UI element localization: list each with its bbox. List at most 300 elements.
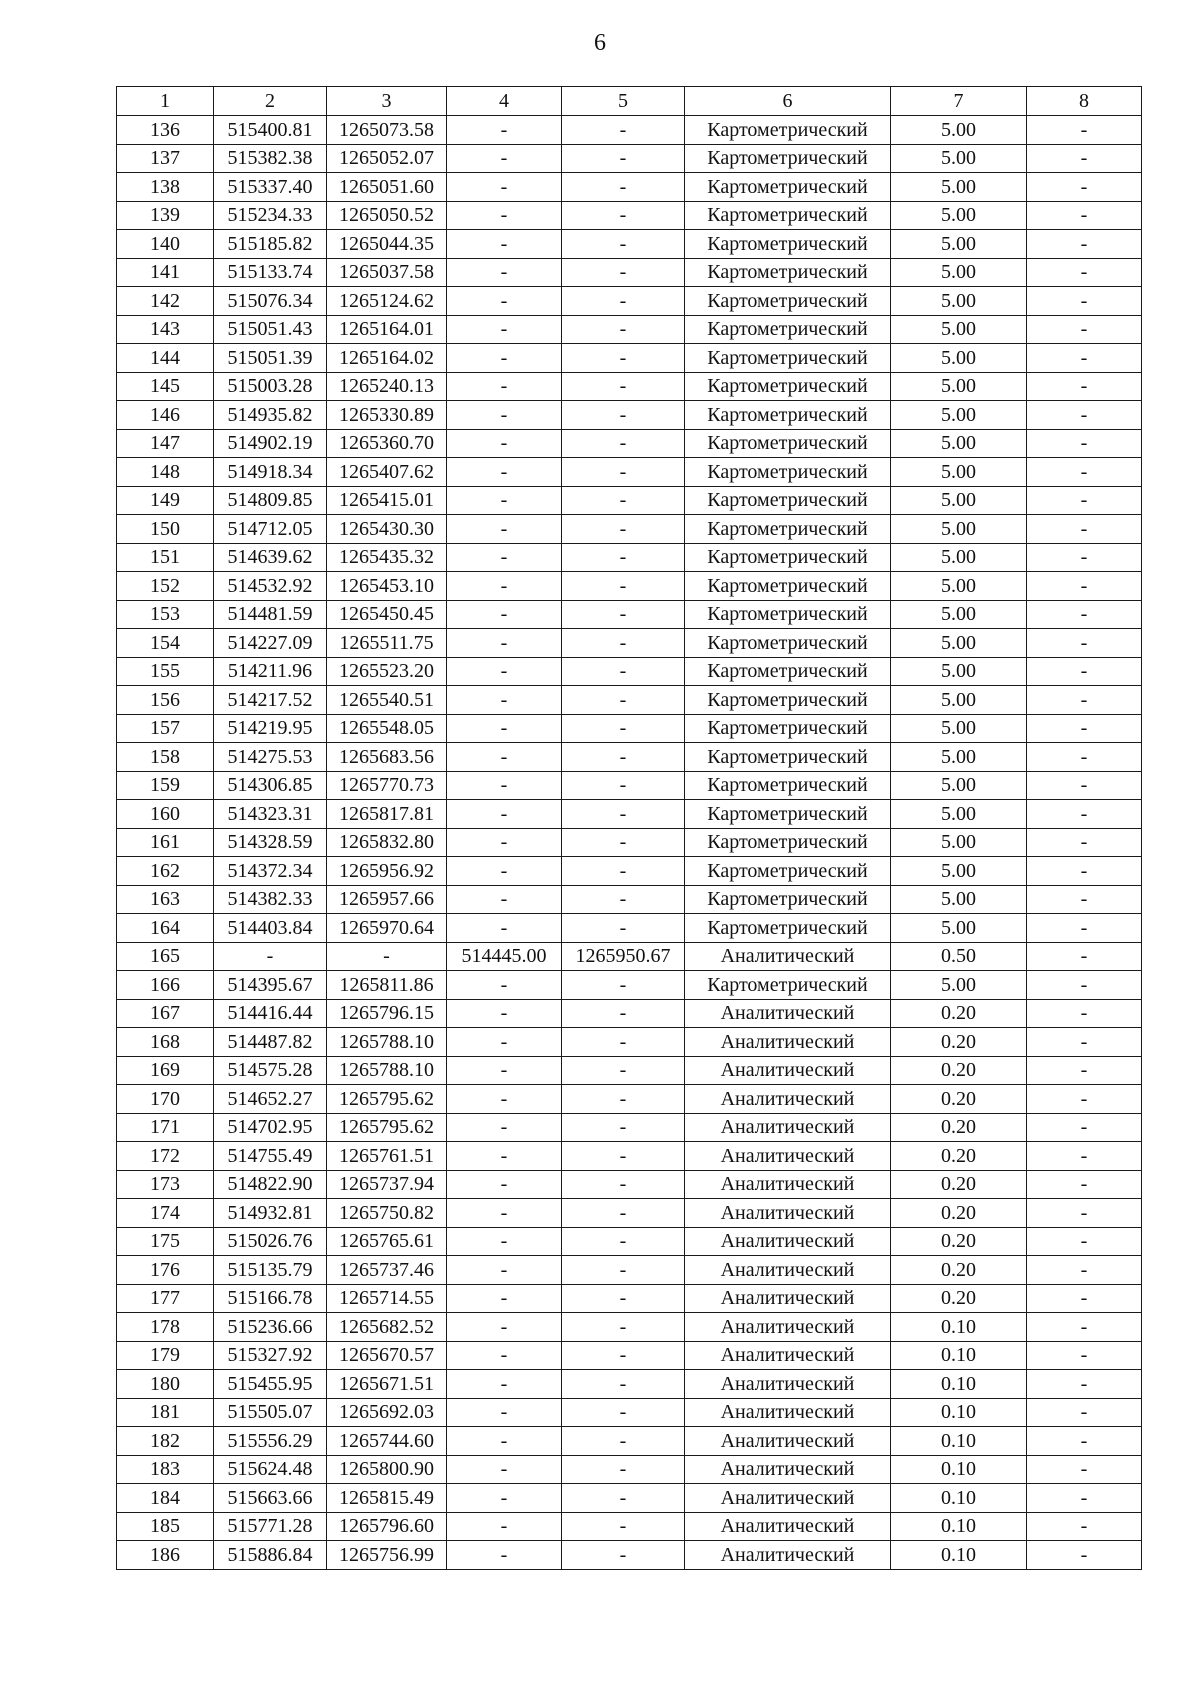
x-cell: 515133.74 (214, 258, 327, 287)
x-new-cell: - (447, 230, 562, 259)
x-new-cell: - (447, 914, 562, 943)
table-row (117, 657, 1142, 686)
y-new-cell: - (562, 800, 685, 829)
point-number-cell: 172 (117, 1142, 214, 1171)
accuracy-cell: 0.20 (891, 1227, 1027, 1256)
x-new-cell: - (447, 629, 562, 658)
table-row (117, 1085, 1142, 1114)
x-cell: 514575.28 (214, 1056, 327, 1085)
point-number-cell: 153 (117, 600, 214, 629)
x-new-cell: - (447, 458, 562, 487)
accuracy-cell: 5.00 (891, 629, 1027, 658)
y-new-cell: - (562, 1085, 685, 1114)
x-cell: 515327.92 (214, 1341, 327, 1370)
method-cell: Аналитический (685, 942, 891, 971)
point-number-cell: 162 (117, 857, 214, 886)
note-cell: - (1027, 1398, 1142, 1427)
x-cell: 514227.09 (214, 629, 327, 658)
table-row (117, 1227, 1142, 1256)
method-cell: Картометрический (685, 885, 891, 914)
y-new-cell: - (562, 1113, 685, 1142)
x-cell: 515026.76 (214, 1227, 327, 1256)
x-new-cell: - (447, 1085, 562, 1114)
x-new-cell: - (447, 1284, 562, 1313)
table-row (117, 1455, 1142, 1484)
point-number-cell: 179 (117, 1341, 214, 1370)
y-new-cell: - (562, 771, 685, 800)
note-cell: - (1027, 914, 1142, 943)
x-new-cell: - (447, 1427, 562, 1456)
table-row (117, 1370, 1142, 1399)
x-new-cell: - (447, 1484, 562, 1513)
y-new-cell: - (562, 144, 685, 173)
y-new-cell: - (562, 1313, 685, 1342)
y-cell: 1265737.46 (327, 1256, 447, 1285)
accuracy-cell: 5.00 (891, 686, 1027, 715)
x-new-cell: - (447, 771, 562, 800)
table-row (117, 1284, 1142, 1313)
table-row (117, 1341, 1142, 1370)
x-new-cell: - (447, 1142, 562, 1171)
accuracy-cell: 5.00 (891, 315, 1027, 344)
method-cell: Картометрический (685, 401, 891, 430)
y-cell: 1265240.13 (327, 372, 447, 401)
y-new-cell: - (562, 1398, 685, 1427)
x-cell: 515234.33 (214, 201, 327, 230)
accuracy-cell: 0.10 (891, 1398, 1027, 1427)
point-number-cell: 185 (117, 1512, 214, 1541)
y-new-cell: - (562, 230, 685, 259)
column-header: 1 (117, 87, 214, 116)
y-new-cell: - (562, 1028, 685, 1057)
note-cell: - (1027, 1113, 1142, 1142)
table-row (117, 486, 1142, 515)
method-cell: Аналитический (685, 1398, 891, 1427)
table-row (117, 144, 1142, 173)
accuracy-cell: 5.00 (891, 771, 1027, 800)
y-cell: 1265164.02 (327, 344, 447, 373)
page-number: 6 (594, 30, 606, 56)
note-cell: - (1027, 287, 1142, 316)
y-cell: 1265817.81 (327, 800, 447, 829)
y-cell: 1265671.51 (327, 1370, 447, 1399)
y-new-cell: - (562, 429, 685, 458)
y-new-cell: - (562, 315, 685, 344)
y-new-cell: - (562, 1170, 685, 1199)
y-cell: 1265811.86 (327, 971, 447, 1000)
method-cell: Картометрический (685, 657, 891, 686)
accuracy-cell: 5.00 (891, 914, 1027, 943)
x-new-cell: - (447, 600, 562, 629)
y-new-cell: - (562, 543, 685, 572)
x-cell: 515556.29 (214, 1427, 327, 1456)
accuracy-cell: 5.00 (891, 657, 1027, 686)
y-cell: 1265737.94 (327, 1170, 447, 1199)
accuracy-cell: 0.20 (891, 999, 1027, 1028)
y-new-cell: - (562, 857, 685, 886)
y-cell: 1265957.66 (327, 885, 447, 914)
x-new-cell: - (447, 1028, 562, 1057)
table-row (117, 942, 1142, 971)
x-new-cell: - (447, 1541, 562, 1570)
x-cell: 514211.96 (214, 657, 327, 686)
accuracy-cell: 0.10 (891, 1313, 1027, 1342)
table-row (117, 201, 1142, 230)
accuracy-cell: 0.10 (891, 1455, 1027, 1484)
y-cell: 1265124.62 (327, 287, 447, 316)
method-cell: Аналитический (685, 1085, 891, 1114)
point-number-cell: 178 (117, 1313, 214, 1342)
x-cell: 515771.28 (214, 1512, 327, 1541)
table-row (117, 543, 1142, 572)
note-cell: - (1027, 116, 1142, 145)
x-cell: 515051.39 (214, 344, 327, 373)
method-cell: Картометрический (685, 486, 891, 515)
method-cell: Аналитический (685, 1256, 891, 1285)
accuracy-cell: 5.00 (891, 116, 1027, 145)
table-row (117, 116, 1142, 145)
x-cell: 514702.95 (214, 1113, 327, 1142)
note-cell: - (1027, 1512, 1142, 1541)
y-new-cell: - (562, 1427, 685, 1456)
accuracy-cell: 0.10 (891, 1512, 1027, 1541)
y-cell: 1265750.82 (327, 1199, 447, 1228)
accuracy-cell: 0.10 (891, 1484, 1027, 1513)
x-new-cell: - (447, 1341, 562, 1370)
accuracy-cell: 0.10 (891, 1370, 1027, 1399)
table-row (117, 971, 1142, 1000)
x-cell: 514403.84 (214, 914, 327, 943)
note-cell: - (1027, 857, 1142, 886)
y-new-cell: - (562, 372, 685, 401)
method-cell: Аналитический (685, 1113, 891, 1142)
x-new-cell: - (447, 486, 562, 515)
y-new-cell: - (562, 999, 685, 1028)
point-number-cell: 184 (117, 1484, 214, 1513)
column-header: 7 (891, 87, 1027, 116)
x-new-cell: - (447, 173, 562, 202)
accuracy-cell: 0.10 (891, 1427, 1027, 1456)
point-number-cell: 165 (117, 942, 214, 971)
table-row (117, 686, 1142, 715)
point-number-cell: 145 (117, 372, 214, 401)
y-new-cell: - (562, 1227, 685, 1256)
table-row (117, 515, 1142, 544)
x-new-cell: 514445.00 (447, 942, 562, 971)
y-cell: 1265788.10 (327, 1028, 447, 1057)
method-cell: Картометрический (685, 429, 891, 458)
x-cell: 515135.79 (214, 1256, 327, 1285)
x-cell: 515382.38 (214, 144, 327, 173)
y-new-cell: - (562, 714, 685, 743)
accuracy-cell: 0.20 (891, 1113, 1027, 1142)
x-cell: - (214, 942, 327, 971)
note-cell: - (1027, 258, 1142, 287)
column-header: 2 (214, 87, 327, 116)
accuracy-cell: 0.20 (891, 1085, 1027, 1114)
y-cell: 1265692.03 (327, 1398, 447, 1427)
y-cell: 1265788.10 (327, 1056, 447, 1085)
column-header: 8 (1027, 87, 1142, 116)
x-new-cell: - (447, 1227, 562, 1256)
method-cell: Аналитический (685, 1199, 891, 1228)
table-row (117, 1541, 1142, 1570)
method-cell: Аналитический (685, 1484, 891, 1513)
point-number-cell: 154 (117, 629, 214, 658)
coordinates-table (116, 86, 1142, 1570)
point-number-cell: 140 (117, 230, 214, 259)
x-cell: 514382.33 (214, 885, 327, 914)
note-cell: - (1027, 315, 1142, 344)
x-cell: 515236.66 (214, 1313, 327, 1342)
accuracy-cell: 5.00 (891, 714, 1027, 743)
point-number-cell: 142 (117, 287, 214, 316)
y-new-cell: - (562, 686, 685, 715)
table-row (117, 1484, 1142, 1513)
table-row (117, 1028, 1142, 1057)
table-row (117, 629, 1142, 658)
note-cell: - (1027, 1427, 1142, 1456)
note-cell: - (1027, 800, 1142, 829)
accuracy-cell: 5.00 (891, 828, 1027, 857)
note-cell: - (1027, 515, 1142, 544)
point-number-cell: 182 (117, 1427, 214, 1456)
y-new-cell: - (562, 1370, 685, 1399)
y-new-cell: 1265950.67 (562, 942, 685, 971)
x-new-cell: - (447, 201, 562, 230)
point-number-cell: 148 (117, 458, 214, 487)
x-new-cell: - (447, 1398, 562, 1427)
method-cell: Аналитический (685, 1170, 891, 1199)
note-cell: - (1027, 686, 1142, 715)
method-cell: Аналитический (685, 1455, 891, 1484)
y-cell: 1265956.92 (327, 857, 447, 886)
method-cell: Картометрический (685, 116, 891, 145)
accuracy-cell: 0.50 (891, 942, 1027, 971)
y-cell: 1265453.10 (327, 572, 447, 601)
x-new-cell: - (447, 1256, 562, 1285)
method-cell: Аналитический (685, 1284, 891, 1313)
x-cell: 515076.34 (214, 287, 327, 316)
y-new-cell: - (562, 173, 685, 202)
y-cell: 1265670.57 (327, 1341, 447, 1370)
method-cell: Аналитический (685, 1427, 891, 1456)
accuracy-cell: 0.20 (891, 1284, 1027, 1313)
x-cell: 514755.49 (214, 1142, 327, 1171)
method-cell: Аналитический (685, 1313, 891, 1342)
x-cell: 515337.40 (214, 173, 327, 202)
point-number-cell: 155 (117, 657, 214, 686)
y-new-cell: - (562, 515, 685, 544)
x-new-cell: - (447, 1170, 562, 1199)
x-cell: 514639.62 (214, 543, 327, 572)
table-row (117, 315, 1142, 344)
accuracy-cell: 5.00 (891, 458, 1027, 487)
x-new-cell: - (447, 828, 562, 857)
accuracy-cell: 5.00 (891, 857, 1027, 886)
method-cell: Картометрический (685, 828, 891, 857)
table-row (117, 771, 1142, 800)
method-cell: Картометрический (685, 372, 891, 401)
note-cell: - (1027, 743, 1142, 772)
x-cell: 514935.82 (214, 401, 327, 430)
note-cell: - (1027, 372, 1142, 401)
y-cell: 1265770.73 (327, 771, 447, 800)
accuracy-cell: 5.00 (891, 515, 1027, 544)
table-row (117, 344, 1142, 373)
note-cell: - (1027, 828, 1142, 857)
accuracy-cell: 5.00 (891, 344, 1027, 373)
accuracy-cell: 5.00 (891, 201, 1027, 230)
accuracy-cell: 0.20 (891, 1199, 1027, 1228)
method-cell: Картометрический (685, 914, 891, 943)
y-new-cell: - (562, 971, 685, 1000)
y-new-cell: - (562, 1341, 685, 1370)
y-new-cell: - (562, 401, 685, 430)
x-cell: 514481.59 (214, 600, 327, 629)
accuracy-cell: 5.00 (891, 287, 1027, 316)
point-number-cell: 151 (117, 543, 214, 572)
point-number-cell: 180 (117, 1370, 214, 1399)
point-number-cell: 156 (117, 686, 214, 715)
x-new-cell: - (447, 686, 562, 715)
y-new-cell: - (562, 258, 685, 287)
y-cell: 1265044.35 (327, 230, 447, 259)
accuracy-cell: 5.00 (891, 885, 1027, 914)
y-cell: 1265744.60 (327, 1427, 447, 1456)
accuracy-cell: 5.00 (891, 486, 1027, 515)
point-number-cell: 137 (117, 144, 214, 173)
y-cell: 1265511.75 (327, 629, 447, 658)
table-row (117, 1398, 1142, 1427)
accuracy-cell: 5.00 (891, 258, 1027, 287)
note-cell: - (1027, 1256, 1142, 1285)
note-cell: - (1027, 1284, 1142, 1313)
table-row (117, 1512, 1142, 1541)
table-row (117, 458, 1142, 487)
table-row (117, 372, 1142, 401)
y-new-cell: - (562, 1484, 685, 1513)
y-cell: 1265435.32 (327, 543, 447, 572)
table-row (117, 1313, 1142, 1342)
x-new-cell: - (447, 287, 562, 316)
y-cell: 1265051.60 (327, 173, 447, 202)
x-cell: 514395.67 (214, 971, 327, 1000)
table-row (117, 1056, 1142, 1085)
y-cell: 1265037.58 (327, 258, 447, 287)
x-cell: 514487.82 (214, 1028, 327, 1057)
x-new-cell: - (447, 1113, 562, 1142)
note-cell: - (1027, 714, 1142, 743)
x-cell: 515185.82 (214, 230, 327, 259)
x-new-cell: - (447, 857, 562, 886)
y-new-cell: - (562, 1142, 685, 1171)
y-cell: 1265073.58 (327, 116, 447, 145)
accuracy-cell: 0.20 (891, 1142, 1027, 1171)
y-new-cell: - (562, 1056, 685, 1085)
method-cell: Картометрический (685, 144, 891, 173)
point-number-cell: 176 (117, 1256, 214, 1285)
method-cell: Аналитический (685, 1341, 891, 1370)
column-header: 6 (685, 87, 891, 116)
point-number-cell: 158 (117, 743, 214, 772)
point-number-cell: 169 (117, 1056, 214, 1085)
column-header: 3 (327, 87, 447, 116)
y-cell: 1265548.05 (327, 714, 447, 743)
note-cell: - (1027, 230, 1142, 259)
x-cell: 514275.53 (214, 743, 327, 772)
x-new-cell: - (447, 999, 562, 1028)
table-row (117, 258, 1142, 287)
method-cell: Картометрический (685, 800, 891, 829)
point-number-cell: 183 (117, 1455, 214, 1484)
method-cell: Аналитический (685, 1028, 891, 1057)
x-new-cell: - (447, 372, 562, 401)
y-new-cell: - (562, 116, 685, 145)
note-cell: - (1027, 1056, 1142, 1085)
table-row (117, 885, 1142, 914)
method-cell: Картометрический (685, 629, 891, 658)
x-cell: 515455.95 (214, 1370, 327, 1399)
y-new-cell: - (562, 1512, 685, 1541)
x-new-cell: - (447, 401, 562, 430)
x-cell: 514532.92 (214, 572, 327, 601)
table-body (117, 116, 1142, 1570)
table-row (117, 572, 1142, 601)
y-new-cell: - (562, 1541, 685, 1570)
point-number-cell: 170 (117, 1085, 214, 1114)
table-row (117, 1199, 1142, 1228)
note-cell: - (1027, 1085, 1142, 1114)
y-new-cell: - (562, 572, 685, 601)
table-row (117, 287, 1142, 316)
y-cell: 1265796.15 (327, 999, 447, 1028)
method-cell: Картометрический (685, 771, 891, 800)
method-cell: Аналитический (685, 1512, 891, 1541)
note-cell: - (1027, 1170, 1142, 1199)
point-number-cell: 168 (117, 1028, 214, 1057)
table-row (117, 1256, 1142, 1285)
y-cell: 1265683.56 (327, 743, 447, 772)
note-cell: - (1027, 201, 1142, 230)
y-new-cell: - (562, 1284, 685, 1313)
table-row (117, 714, 1142, 743)
x-cell: 515505.07 (214, 1398, 327, 1427)
accuracy-cell: 5.00 (891, 401, 1027, 430)
x-new-cell: - (447, 116, 562, 145)
column-header: 4 (447, 87, 562, 116)
x-cell: 515886.84 (214, 1541, 327, 1570)
x-cell: 514416.44 (214, 999, 327, 1028)
point-number-cell: 146 (117, 401, 214, 430)
accuracy-cell: 5.00 (891, 971, 1027, 1000)
table-row (117, 1142, 1142, 1171)
note-cell: - (1027, 429, 1142, 458)
method-cell: Картометрический (685, 714, 891, 743)
x-cell: 514306.85 (214, 771, 327, 800)
table-row (117, 743, 1142, 772)
point-number-cell: 173 (117, 1170, 214, 1199)
x-cell: 514219.95 (214, 714, 327, 743)
point-number-cell: 167 (117, 999, 214, 1028)
x-cell: 514918.34 (214, 458, 327, 487)
y-new-cell: - (562, 201, 685, 230)
note-cell: - (1027, 1028, 1142, 1057)
y-new-cell: - (562, 629, 685, 658)
x-cell: 514809.85 (214, 486, 327, 515)
point-number-cell: 157 (117, 714, 214, 743)
x-cell: 514822.90 (214, 1170, 327, 1199)
